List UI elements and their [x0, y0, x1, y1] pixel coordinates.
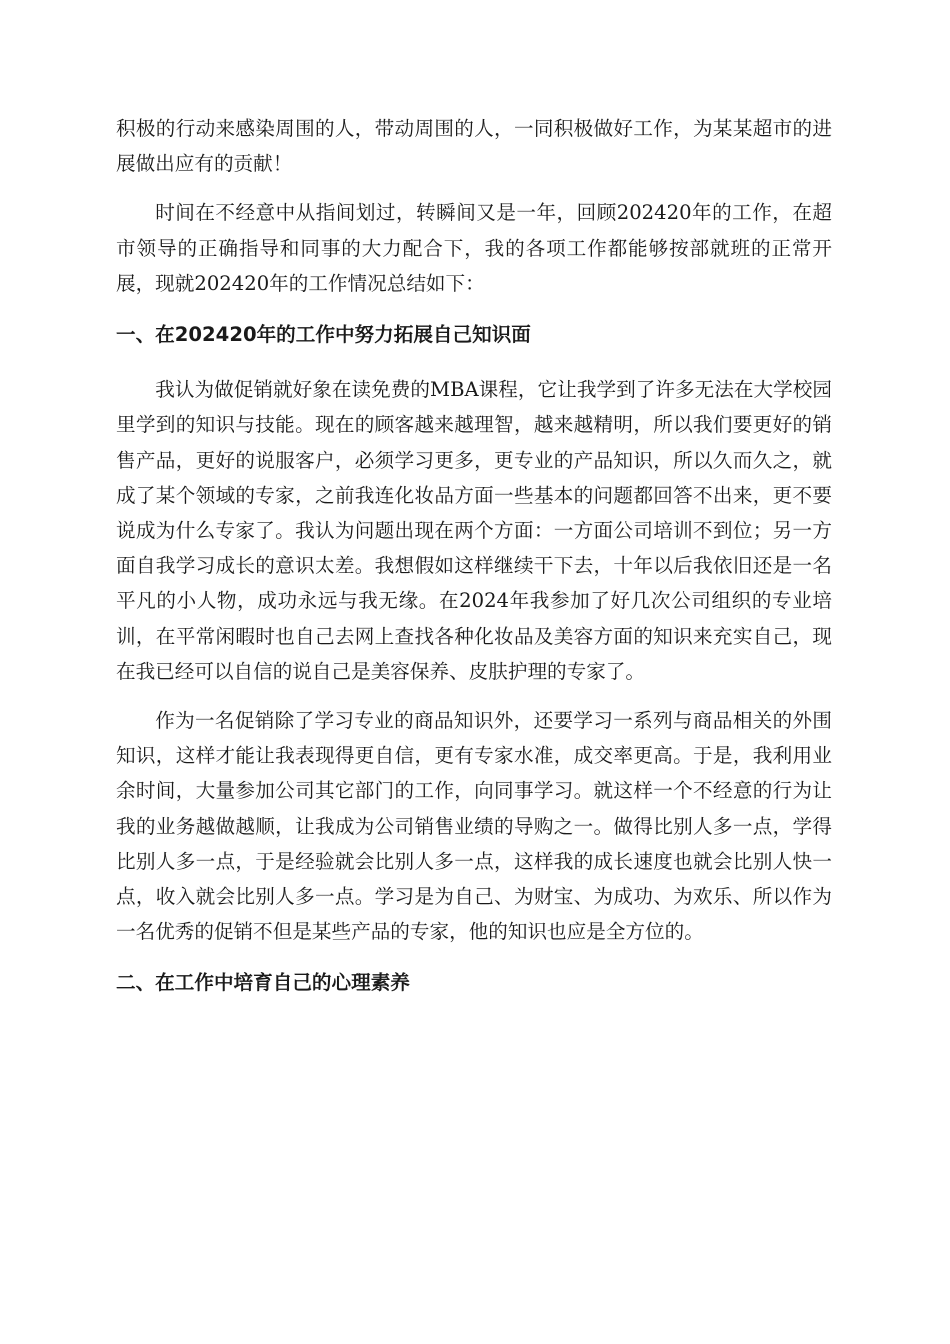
paragraph-spacer — [116, 689, 832, 703]
continuation-paragraph: 积极的行动来感染周围的人，带动周围的人，一同积极做好工作，为某某超市的进展做出应有的贡献！ — [116, 117, 832, 176]
paragraph-spacer — [116, 949, 832, 965]
section-1-heading: 一、在202420年的工作中努力拓展自己知识面 — [116, 323, 531, 347]
section-1-paragraph-1: 我认为做促销就好象在读免费的MBA课程，它让我学到了许多无法在大学校园里学到的知识与技能。现在的顾客越来越理智，越来越精明，所以我们要更好的销售产品，更好的说服客户，必须学习更多，更专业的产品知识，所以久而久之，就成了某个领域的专家，之前我连化妆品方面一些基本的问题都回答不出来，更不要说成为什么专家了。我认为问题出现在两个方面：一方面公司培训不到位；另一方面自我学习成长的意识太差。我想假如这样继续干下去，十年以后我依旧还是一名平凡的小人物，成功永远与我无缘。在2024年我参加了好几次公司组织的专业培训，在平常闲暇时也自己去网上查找各种化妆品及美容方面的知识来充实自己，现在我已经可以自信的说自己是美容保养、皮肤护理的专家了。 — [116, 378, 832, 683]
paragraph-spacer — [116, 181, 832, 195]
paragraph-spacer — [116, 301, 832, 317]
document-page — [116, 111, 832, 1001]
intro-paragraph: 时间在不经意中从指间划过，转瞬间又是一年，回顾202420年的工作，在超市领导的正确指导和同事的大力配合下，我的各项工作都能够按部就班的正常开展，现就202420年的工作情况总结如下： — [116, 201, 832, 295]
section-2-heading: 二、在工作中培育自己的心理素养 — [116, 971, 410, 995]
section-1-paragraph-2: 作为一名促销除了学习专业的商品知识外，还要学习一系列与商品相关的外围知识，这样才能让我表现得更自信，更有专家水准，成交率更高。于是，我利用业余时间，大量参加公司其它部门的工作，向同事学习。就这样一个不经意的行为让我的业务越做越顺，让我成为公司销售业绩的导购之一。做得比别人多一点，学得比别人多一点，于是经验就会比别人多一点，这样我的成长速度也就会比别人快一点，收入就会比别人多一点。学习是为自己、为财宝、为成功、为欢乐、所以作为一名优秀的促销不但是某些产品的专家，他的知识也应是全方位的。 — [116, 709, 832, 944]
paragraph-spacer — [116, 352, 832, 372]
